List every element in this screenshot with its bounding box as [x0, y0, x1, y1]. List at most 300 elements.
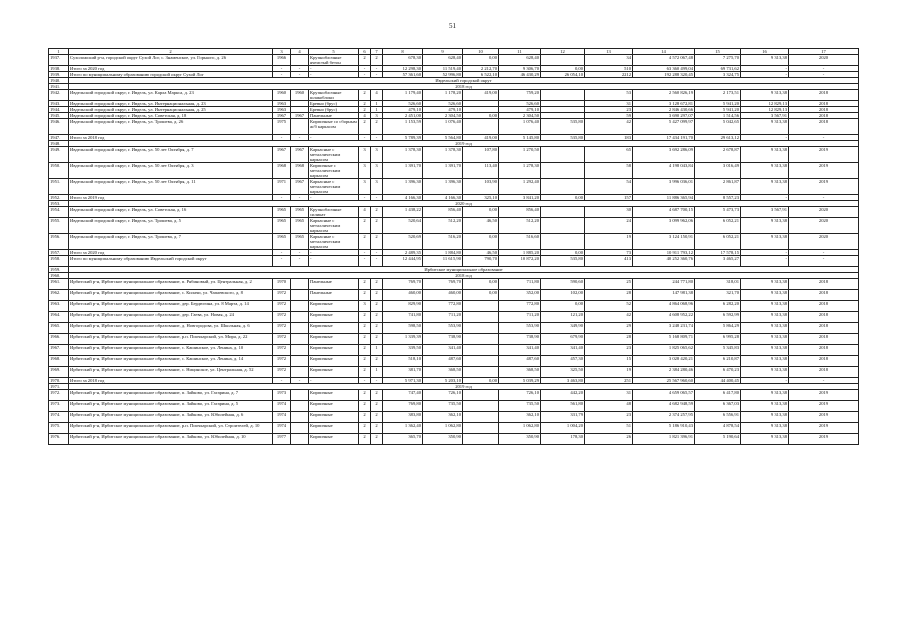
table-cell: 6 995,28: [695, 334, 741, 345]
table-cell: 2018: [789, 356, 859, 367]
table-cell: [291, 401, 309, 412]
table-cell: [541, 163, 585, 179]
table-cell: 2: [371, 312, 383, 323]
table-cell: 1965: [291, 218, 309, 234]
table-cell: 628,40: [423, 55, 463, 66]
table-cell: Ирбитский р-н, Ирбитское муниципальное образование, р.п. Пиочкарский, ул. Строителей, д. 10: [69, 423, 273, 434]
table-row: [49, 423, 859, 434]
table-cell: 0,00: [463, 207, 499, 218]
table-cell: 9 313,38: [741, 179, 789, 195]
table-cell: 1964.: [49, 312, 69, 323]
table-cell: 9 313,38: [741, 147, 789, 163]
table-cell: 244 771,80: [633, 279, 695, 290]
table-cell: 561,80: [541, 401, 585, 412]
section-title-cell: Ивдельский городской округ: [69, 78, 859, 84]
table-cell: -: [309, 195, 359, 201]
table-cell: Ивдельский городской округ, г. Ивдель, ул. 50 лет Октября, д. 11: [69, 179, 273, 195]
table-cell: 2: [371, 234, 383, 250]
table-cell: 0,00: [463, 113, 499, 119]
table-cell: 4 166,30: [383, 195, 423, 201]
table-row: [49, 367, 859, 378]
table-cell: 52: [585, 301, 633, 312]
table-cell: 4 682 948,59: [633, 401, 695, 412]
table-cell: 0,00: [541, 250, 585, 256]
table-cell: 2018: [789, 107, 859, 113]
table-cell: -: [359, 66, 371, 72]
table-cell: 178,30: [541, 434, 585, 445]
column-number-cell: 10: [463, 49, 499, 55]
table-cell: -: [359, 135, 371, 141]
table-cell: 9 313,38: [741, 163, 789, 179]
table-cell: 1974: [273, 401, 291, 412]
table-cell: -: [273, 250, 291, 256]
table-cell: Кирпичные: [309, 323, 359, 334]
table-cell: 9 306,70: [499, 66, 541, 72]
table-cell: Ивдельский городской округ, г. Ивдель, ул. Советская, д. 18: [69, 113, 273, 119]
table-cell: 11 886 365,94: [633, 195, 695, 201]
column-number-cell: 7: [371, 49, 383, 55]
table-row: [49, 90, 859, 101]
table-cell: 9 313,38: [741, 434, 789, 445]
table-row: [49, 290, 859, 301]
table-cell: 2: [359, 401, 371, 412]
table-cell: 2 304,50: [499, 113, 541, 119]
table-cell: -: [789, 378, 859, 384]
table-cell: 9 313,38: [741, 423, 789, 434]
table-cell: 1968: [291, 163, 309, 179]
table-cell: [541, 234, 585, 250]
table-body: [49, 49, 859, 445]
table-cell: 2: [359, 107, 371, 113]
table-cell: -: [789, 66, 859, 72]
table-cell: 34: [585, 55, 633, 66]
table-cell: Кирпичные: [309, 356, 359, 367]
table-cell: 53: [585, 90, 633, 101]
column-number-cell: 14: [633, 49, 695, 55]
table-cell: 535,80: [541, 119, 585, 135]
table-row: [49, 119, 859, 135]
table-cell: 1967: [291, 179, 309, 195]
table-cell: 2: [371, 323, 383, 334]
table-cell: 2: [371, 55, 383, 66]
table-cell: -: [741, 256, 789, 267]
table-cell: 107,80: [463, 147, 499, 163]
table-cell: 1 292,40: [499, 179, 541, 195]
table-cell: 1966: [273, 55, 291, 66]
table-cell: 3 324,75: [695, 72, 741, 78]
table-row: [49, 179, 859, 195]
table-row: [49, 334, 859, 345]
table-cell: Итого за 2019 год: [69, 195, 273, 201]
table-cell: [291, 312, 309, 323]
table-cell: Ирбитский р-н, Ирбитское муниципальное образование, п. Зайково, ул. Юбилейная, д. 6: [69, 412, 273, 423]
table-cell: 368,50: [423, 367, 463, 378]
table-cell: 10 872,20: [499, 256, 541, 267]
table-cell: 6 417,80: [695, 390, 741, 401]
table-cell: 9 313,38: [741, 390, 789, 401]
table-cell: -: [309, 250, 359, 256]
table-cell: 6 052,21: [695, 218, 741, 234]
table-cell: 1 178,20: [423, 90, 463, 101]
table-cell: 362,10: [499, 412, 541, 423]
table-cell: 790,70: [463, 256, 499, 267]
table-cell: 1937.: [49, 55, 69, 66]
table-cell: 510: [585, 66, 633, 72]
table-cell: [291, 119, 309, 135]
table-cell: 9 313,38: [741, 412, 789, 423]
table-cell: [541, 218, 585, 234]
table-cell: 2: [371, 434, 383, 445]
table-cell: 0,00: [463, 378, 499, 384]
table-cell: 1965: [291, 207, 309, 218]
table-cell: 321,70: [695, 290, 741, 301]
table-cell: 1956.: [49, 234, 69, 250]
table-cell: 2020: [789, 207, 859, 218]
table-cell: 741,80: [383, 312, 423, 323]
table-cell: Ивдельский городской округ, г. Ивдель, ул. Трошева, д. 5: [69, 218, 273, 234]
table-cell: 5 186 910,43: [633, 423, 695, 434]
table-cell: 2018: [789, 345, 859, 356]
table-cell: 1972: [273, 345, 291, 356]
table-cell: -: [273, 66, 291, 72]
table-cell: 5 971,30: [383, 378, 423, 384]
table-cell: 147 981,38: [633, 290, 695, 301]
table-cell: 2019: [789, 434, 859, 445]
table-cell: 2 846 430,66: [633, 107, 695, 113]
table-cell: 2: [359, 234, 371, 250]
table-cell: 5 941,20: [695, 107, 741, 113]
table-cell: Ивдельский городской округ, г. Ивдель, ул. Трошева, д. 7: [69, 234, 273, 250]
table-cell: [463, 423, 499, 434]
table-cell: -: [273, 135, 291, 141]
table-cell: 520,69: [383, 234, 423, 250]
table-cell: 102,00: [541, 290, 585, 301]
table-row: [49, 412, 859, 423]
table-cell: -: [741, 195, 789, 201]
table-cell: 711,80: [499, 279, 541, 290]
table-cell: Панельные: [309, 113, 359, 119]
table-cell: 1965: [273, 207, 291, 218]
table-cell: 25 567 960,60: [633, 378, 695, 384]
table-cell: [291, 434, 309, 445]
table-cell: 1 821 396,91: [633, 434, 695, 445]
table-cell: 3 690 297,07: [633, 113, 695, 119]
table-cell: 1939.: [49, 72, 69, 78]
table-cell: 12 444,95: [383, 256, 423, 267]
table-cell: 9 313,38: [741, 301, 789, 312]
table-cell: -: [371, 72, 383, 78]
table-cell: Кирпичные: [309, 412, 359, 423]
table-cell: Панельные: [309, 290, 359, 301]
table-cell: [463, 434, 499, 445]
table-cell: 735,50: [423, 401, 463, 412]
table-cell: 251: [585, 378, 633, 384]
table-cell: -: [359, 195, 371, 201]
table-cell: Кирпичные: [309, 312, 359, 323]
table-row: [49, 345, 859, 356]
table-cell: 2: [359, 290, 371, 301]
table-cell: 325,50: [541, 367, 585, 378]
table-cell: Каркасные с металлическим каркасом: [309, 218, 359, 234]
table-cell: 1 062,80: [499, 423, 541, 434]
table-cell: 2: [359, 312, 371, 323]
table-cell: 4: [371, 90, 383, 101]
table-cell: -: [291, 72, 309, 78]
table-cell: 46,50: [463, 250, 499, 256]
table-cell: 2018: [789, 101, 859, 107]
table-row: [49, 390, 859, 401]
table-cell: 1 179,40: [383, 90, 423, 101]
table-cell: 1 153,59: [383, 119, 423, 135]
table-cell: 17 578,15: [695, 250, 741, 256]
table-cell: 341,40: [541, 345, 585, 356]
table-cell: 1 378,30: [383, 147, 423, 163]
table-cell: 1972: [273, 367, 291, 378]
table-cell: 1 396,30: [423, 179, 463, 195]
table-cell: 457,30: [541, 356, 585, 367]
table-cell: 2018: [789, 279, 859, 290]
column-number-cell: 1: [49, 49, 69, 55]
table-row: [49, 101, 859, 107]
table-cell: 19: [585, 234, 633, 250]
table-cell: 1963: [273, 107, 291, 113]
table-cell: [463, 345, 499, 356]
table-cell: -: [309, 72, 359, 78]
table-cell: 726,10: [499, 390, 541, 401]
section-title-cell: 2019 год: [69, 384, 859, 390]
table-cell: 1973: [273, 390, 291, 401]
table-cell: 1969.: [49, 367, 69, 378]
table-cell: 1972.: [49, 390, 69, 401]
table-cell: 192 288 320,45: [633, 72, 695, 78]
table-cell: 2019: [789, 179, 859, 195]
table-cell: -: [741, 66, 789, 72]
table-cell: 3 463,80: [541, 378, 585, 384]
table-cell: 5 203,10: [423, 378, 463, 384]
table-cell: 1977: [273, 434, 291, 445]
table-cell: [291, 412, 309, 423]
table-cell: 2: [359, 412, 371, 423]
row-number-cell: 1960.: [49, 273, 69, 279]
table-cell: 1 825 065,62: [633, 345, 695, 356]
table-cell: 2 384 280,46: [633, 367, 695, 378]
table-cell: 711,20: [423, 312, 463, 323]
table-cell: [291, 390, 309, 401]
table-cell: 349,90: [541, 323, 585, 334]
table-cell: [463, 401, 499, 412]
table-cell: 1967.: [49, 345, 69, 356]
table-cell: -: [309, 256, 359, 267]
table-cell: 3: [359, 147, 371, 163]
table-cell: Сухоложский р-н, городской округ Сухой Лог, с. Знаменское, ул. Горького, д. 26: [69, 55, 273, 66]
table-cell: 368,50: [499, 367, 541, 378]
table-cell: 1 278,30: [499, 163, 541, 179]
table-cell: 31: [585, 390, 633, 401]
table-cell: -: [741, 378, 789, 384]
table-cell: 58: [585, 163, 633, 179]
table-cell: 3 028 420,21: [633, 356, 695, 367]
table-cell: 12 829,13: [741, 101, 789, 107]
table-cell: 3: [371, 113, 383, 119]
table-row: [49, 55, 859, 66]
table-cell: -: [291, 250, 309, 256]
table-cell: Панельные: [309, 279, 359, 290]
table-cell: 318,01: [695, 279, 741, 290]
table-cell: 769,70: [423, 279, 463, 290]
table-cell: 3 567,91: [741, 207, 789, 218]
table-cell: 1943.: [49, 101, 69, 107]
table-cell: Крупноблочные ячеистый бетон: [309, 55, 359, 66]
table-cell: -: [359, 72, 371, 78]
table-cell: 9 313,38: [741, 401, 789, 412]
section-title-cell: 2018 год: [69, 273, 859, 279]
table-cell: 2018: [789, 367, 859, 378]
table-cell: 2019: [789, 412, 859, 423]
table-cell: 5 190,64: [695, 434, 741, 445]
table-cell: 598,50: [383, 323, 423, 334]
table-cell: 0,00: [541, 66, 585, 72]
column-number-cell: 11: [499, 49, 541, 55]
table-cell: Ирбитский р-н, Ирбитское муниципальное образование, п. Зайково, ул. Гагарина, д. 7: [69, 390, 273, 401]
table-cell: 2: [359, 119, 371, 135]
table-cell: 1955.: [49, 218, 69, 234]
table-cell: 11 615,90: [423, 256, 463, 267]
table-cell: Ивдельский городской округ, г. Ивдель, ул. 50 лет Октября, д. 7: [69, 147, 273, 163]
table-cell: Ивдельский городской округ, г. Ивдель, ул. Карла Маркса, д. 23: [69, 90, 273, 101]
table-cell: 6 522,10: [463, 72, 499, 78]
table-cell: 3 099 962,06: [633, 218, 695, 234]
table-cell: 2: [371, 334, 383, 345]
table-cell: 4 198 043,84: [633, 163, 695, 179]
table-cell: 2 173,51: [695, 90, 741, 101]
table-cell: Ивдельский городской округ, г. Ивдель, ул. Интернациональная, д. 25: [69, 107, 273, 113]
table-cell: [463, 119, 499, 135]
table-cell: 4 608 952,22: [633, 312, 695, 323]
table-cell: 3 692 286,09: [633, 147, 695, 163]
table-cell: Ивдельский городской округ, г. Ивдель, ул. 50 лет Октября, д. 3: [69, 163, 273, 179]
table-cell: 1960: [273, 90, 291, 101]
table-cell: 1 076,40: [499, 119, 541, 135]
table-cell: 1974: [273, 423, 291, 434]
table-cell: 512,20: [423, 218, 463, 234]
table-cell: 2018: [789, 90, 859, 101]
table-cell: 6 052,21: [695, 234, 741, 250]
table-cell: 2: [359, 279, 371, 290]
table-cell: 331,79: [541, 412, 585, 423]
table-cell: 4 659 065,57: [633, 390, 695, 401]
table-cell: 1960: [291, 90, 309, 101]
table-cell: 479,10: [423, 107, 463, 113]
table-cell: Каркасные с металлическим каркасом: [309, 234, 359, 250]
table-cell: 526,60: [423, 101, 463, 107]
table-cell: [463, 301, 499, 312]
table-cell: 2 304,50: [423, 113, 463, 119]
table-cell: 772,80: [499, 301, 541, 312]
table-cell: 5 864,29: [695, 323, 741, 334]
table-cell: 9 313,38: [741, 234, 789, 250]
table-cell: 1972: [273, 334, 291, 345]
table-cell: 325,10: [463, 195, 499, 201]
table-cell: 9 313,38: [741, 367, 789, 378]
table-cell: 1968.: [49, 356, 69, 367]
table-cell: -: [291, 66, 309, 72]
table-cell: 350,90: [499, 434, 541, 445]
column-number-cell: 8: [383, 49, 423, 55]
table-cell: 0,00: [463, 55, 499, 66]
table-cell: Кирпичные: [309, 367, 359, 378]
table-cell: -: [273, 195, 291, 201]
row-number-cell: 1948.: [49, 141, 69, 147]
table-cell: 11 519,40: [423, 66, 463, 72]
table-cell: -: [371, 195, 383, 201]
table-cell: 339,50: [383, 345, 423, 356]
table-cell: 2: [359, 356, 371, 367]
table-cell: 23: [585, 412, 633, 423]
section-title-cell: 2020 год: [69, 201, 859, 207]
table-cell: 2 374 257,95: [633, 412, 695, 423]
table-cell: 2018: [789, 290, 859, 301]
table-cell: 738,90: [499, 334, 541, 345]
column-number-cell: 9: [423, 49, 463, 55]
table-cell: 1: [371, 107, 383, 113]
table-cell: [291, 345, 309, 356]
table-cell: 2: [371, 401, 383, 412]
table-cell: 5 789,39: [383, 135, 423, 141]
table-cell: 1945.: [49, 113, 69, 119]
table-cell: [291, 323, 309, 334]
table-cell: 2 451,00: [383, 113, 423, 119]
table-cell: 2: [359, 390, 371, 401]
table-cell: 2: [359, 434, 371, 445]
table-cell: 6 282,20: [695, 301, 741, 312]
table-cell: Ирбитский р-н, Ирбитское муниципальное образование, дер. Гаева, ул. Новая, д. 24: [69, 312, 273, 323]
table-cell: Кирпичные: [309, 301, 359, 312]
table-cell: 1965.: [49, 323, 69, 334]
table-cell: 2018: [789, 301, 859, 312]
table-cell: [291, 279, 309, 290]
table-cell: 759,20: [499, 90, 541, 101]
table-cell: 535,80: [541, 135, 585, 141]
table-cell: 2 861,87: [695, 179, 741, 195]
table-cell: 726,10: [423, 390, 463, 401]
column-number-cell: 16: [741, 49, 789, 55]
table-cell: 3: [371, 163, 383, 179]
table-cell: Крупноблочные шлакоблоки: [309, 90, 359, 101]
table-cell: 5 473,73: [695, 207, 741, 218]
table-cell: 553,90: [499, 323, 541, 334]
table-cell: [541, 90, 585, 101]
table-cell: Каркасные с металлическим каркасом: [309, 147, 359, 163]
table-cell: 2: [371, 119, 383, 135]
table-cell: 362,10: [423, 412, 463, 423]
table-cell: 9 313,38: [741, 334, 789, 345]
table-cell: -: [371, 256, 383, 267]
table-cell: 183: [585, 135, 633, 141]
table-cell: 1975.: [49, 423, 69, 434]
table-cell: 1968: [273, 163, 291, 179]
table-cell: 520,64: [383, 218, 423, 234]
table-cell: -: [371, 135, 383, 141]
table-cell: 1944.: [49, 107, 69, 113]
table-cell: -: [273, 256, 291, 267]
table-cell: 1974: [273, 412, 291, 423]
table-cell: 3: [359, 301, 371, 312]
table-cell: 526,60: [383, 101, 423, 107]
table-cell: 738,90: [423, 334, 463, 345]
row-number-cell: 1940.: [49, 78, 69, 84]
table-cell: 1 438,22: [383, 207, 423, 218]
table-cell: 1971: [273, 179, 291, 195]
